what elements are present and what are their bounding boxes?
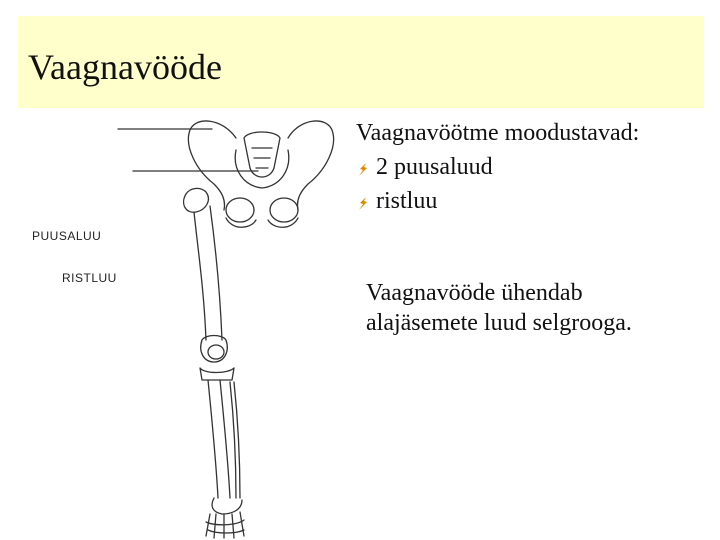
ankle (212, 498, 242, 514)
summary-paragraph (366, 278, 706, 338)
title-bar (18, 16, 704, 108)
femur (194, 206, 222, 340)
label-ristluu: RISTLUU (62, 271, 117, 285)
arrow-bullet-icon (358, 163, 368, 176)
skeleton-figure (0, 108, 350, 540)
content-heading: Vaagnavöötme moodustavad: (356, 120, 640, 146)
right-hip-bone (288, 121, 334, 210)
label-puusaluu: PUUSALUU (32, 229, 102, 243)
sacrum (244, 132, 280, 177)
patella (208, 345, 224, 359)
tibia (208, 380, 230, 498)
slide-title: Vaagnavööde (28, 47, 222, 87)
paragraph-line: Vaagnavööde ühendab (366, 280, 583, 306)
arrow-bullet-icon (358, 197, 368, 210)
left-hip-bone (188, 121, 236, 210)
bullet-text: ristluu (376, 188, 438, 214)
bullet-list (356, 150, 706, 218)
bullet-text: 2 puusaluud (376, 154, 493, 180)
content-block (356, 116, 706, 218)
fibula (230, 382, 240, 498)
bullet-item (356, 150, 706, 184)
leg-skeleton-illustration (0, 108, 350, 540)
paragraph-line: alajäsemete luud selgrooga. (366, 310, 632, 336)
bullet-item (356, 184, 706, 218)
femur-head (184, 188, 209, 212)
